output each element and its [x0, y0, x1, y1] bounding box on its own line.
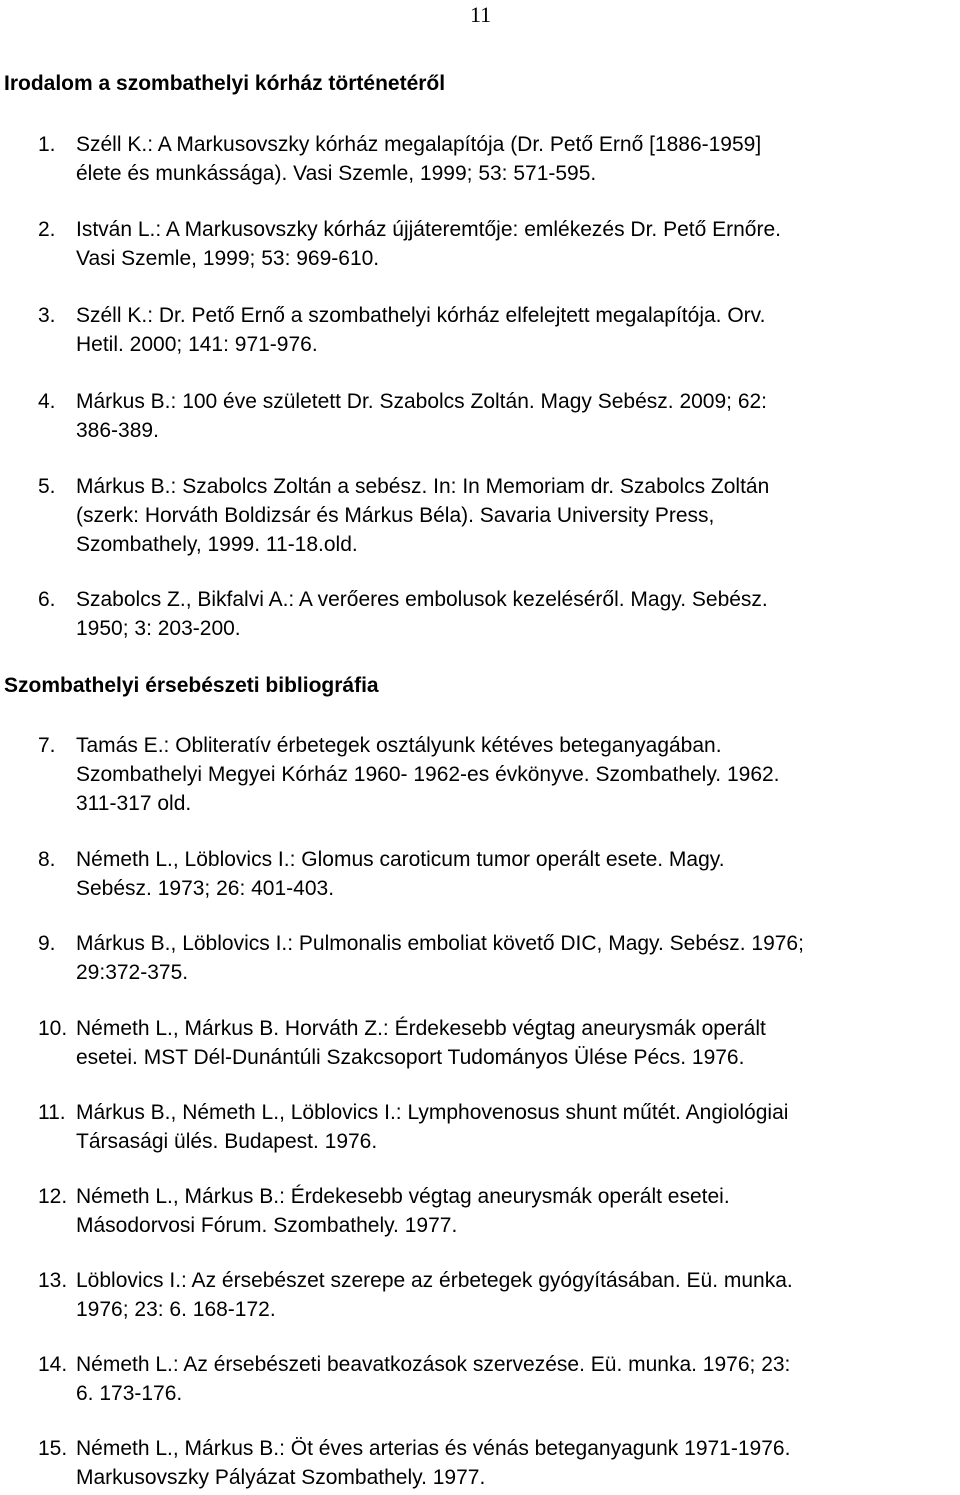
item-number: 15.: [38, 1437, 68, 1460]
item-line: István L.: A Markusovszky kórház újjáteremtője: emlékezés Dr. Pető Ernőre.: [76, 218, 781, 241]
item-line: Sebész. 1973; 26: 401-403.: [76, 877, 335, 900]
page-number: 11: [470, 2, 492, 27]
list-item: [38, 929, 958, 987]
item-line: Löblovics I.: Az érsebészet szerepe az érbetegek gyógyításában. Eü. munka.: [76, 1269, 793, 1292]
item-line: 6. 173-176.: [76, 1382, 183, 1405]
item-number: 10.: [38, 1017, 68, 1040]
item-number: 4.: [38, 390, 56, 413]
item-line: 1950; 3: 203-200.: [76, 617, 241, 640]
item-line: 29:372-375.: [76, 961, 189, 984]
item-line: Vasi Szemle, 1999; 53: 969-610.: [76, 247, 380, 270]
list-item: [38, 130, 958, 188]
list-item: [38, 585, 958, 643]
item-line: Németh L.: Az érsebészeti beavatkozások szervezése. Eü. munka. 1976; 23:: [76, 1353, 791, 1376]
item-line: Széll K.: A Markusovszky kórház megalapítója (Dr. Pető Ernő [1886-1959]: [76, 133, 762, 156]
item-line: 311-317 old.: [76, 792, 192, 815]
list-item: [38, 1434, 958, 1492]
item-line: Szabolcs Z., Bikfalvi A.: A verőeres embolusok kezeléséről. Magy. Sebész.: [76, 588, 768, 611]
list-item: [38, 731, 958, 818]
item-number: 8.: [38, 848, 56, 871]
item-line: Németh L., Löblovics I.: Glomus caroticum tumor operált esete. Magy.: [76, 848, 725, 871]
item-line: Márkus B., Németh L., Löblovics I.: Lymphovenosus shunt műtét. Angiológiai: [76, 1101, 789, 1124]
item-number: 1.: [38, 133, 56, 156]
item-line: esetei. MST Dél-Dunántúli Szakcsoport Tudományos Ülése Pécs. 1976.: [76, 1046, 745, 1069]
item-line: Szombathelyi Megyei Kórház 1960- 1962-es évkönyve. Szombathely. 1962.: [76, 763, 780, 786]
section-heading-bibliography: Szombathelyi érsebészeti bibliográfia: [4, 674, 379, 697]
item-number: 6.: [38, 588, 56, 611]
item-number: 11.: [38, 1101, 66, 1124]
item-number: 2.: [38, 218, 56, 241]
list-item: [38, 387, 958, 445]
list-item: [38, 1350, 958, 1408]
list-item: [38, 472, 958, 559]
list-item: [38, 1182, 958, 1240]
list-item: [38, 1014, 958, 1072]
item-line: Németh L., Márkus B. Horváth Z.: Érdekesebb végtag aneurysmák operált: [76, 1017, 766, 1040]
item-line: 386-389.: [76, 419, 159, 442]
item-line: Márkus B.: Szabolcs Zoltán a sebész. In: In Memoriam dr. Szabolcs Zoltán: [76, 475, 770, 498]
item-number: 13.: [38, 1269, 68, 1292]
item-line: Markusovszky Pályázat Szombathely. 1977.: [76, 1466, 486, 1489]
item-number: 7.: [38, 734, 56, 757]
item-line: 1976; 23: 6. 168-172.: [76, 1298, 276, 1321]
list-item: [38, 215, 958, 273]
item-line: Németh L., Márkus B.: Öt éves arterias és vénás beteganyagunk 1971-1976.: [76, 1437, 791, 1460]
list-item: [38, 1266, 958, 1324]
item-number: 12.: [38, 1185, 68, 1208]
item-number: 3.: [38, 304, 56, 327]
item-number: 9.: [38, 932, 56, 955]
item-line: Márkus B.: 100 éve született Dr. Szabolcs Zoltán. Magy Sebész. 2009; 62:: [76, 390, 768, 413]
item-line: Széll K.: Dr. Pető Ernő a szombathelyi kórház elfelejtett megalapítója. Orv.: [76, 304, 766, 327]
item-line: Szombathely, 1999. 11-18.old.: [76, 533, 358, 556]
list-item: [38, 1098, 958, 1156]
item-line: Tamás E.: Obliteratív érbetegek osztályunk kétéves beteganyagában.: [76, 734, 722, 757]
list-item: [38, 301, 958, 359]
item-line: Hetil. 2000; 141: 971-976.: [76, 333, 318, 356]
item-line: (szerk: Horváth Boldizsár és Márkus Béla). Savaria University Press,: [76, 504, 715, 527]
item-line: Márkus B., Löblovics I.: Pulmonalis emboliat követő DIC, Magy. Sebész. 1976;: [76, 932, 804, 955]
item-line: Németh L., Márkus B.: Érdekesebb végtag aneurysmák operált esetei.: [76, 1185, 730, 1208]
section-heading-history: Irodalom a szombathelyi kórház történetéről: [4, 72, 446, 95]
item-number: 5.: [38, 475, 56, 498]
item-line: Másodorvosi Fórum. Szombathely. 1977.: [76, 1214, 458, 1237]
item-line: élete és munkássága). Vasi Szemle, 1999; 53: 571-595.: [76, 162, 597, 185]
list-item: [38, 845, 958, 903]
item-line: Társasági ülés. Budapest. 1976.: [76, 1130, 378, 1153]
item-number: 14.: [38, 1353, 68, 1376]
